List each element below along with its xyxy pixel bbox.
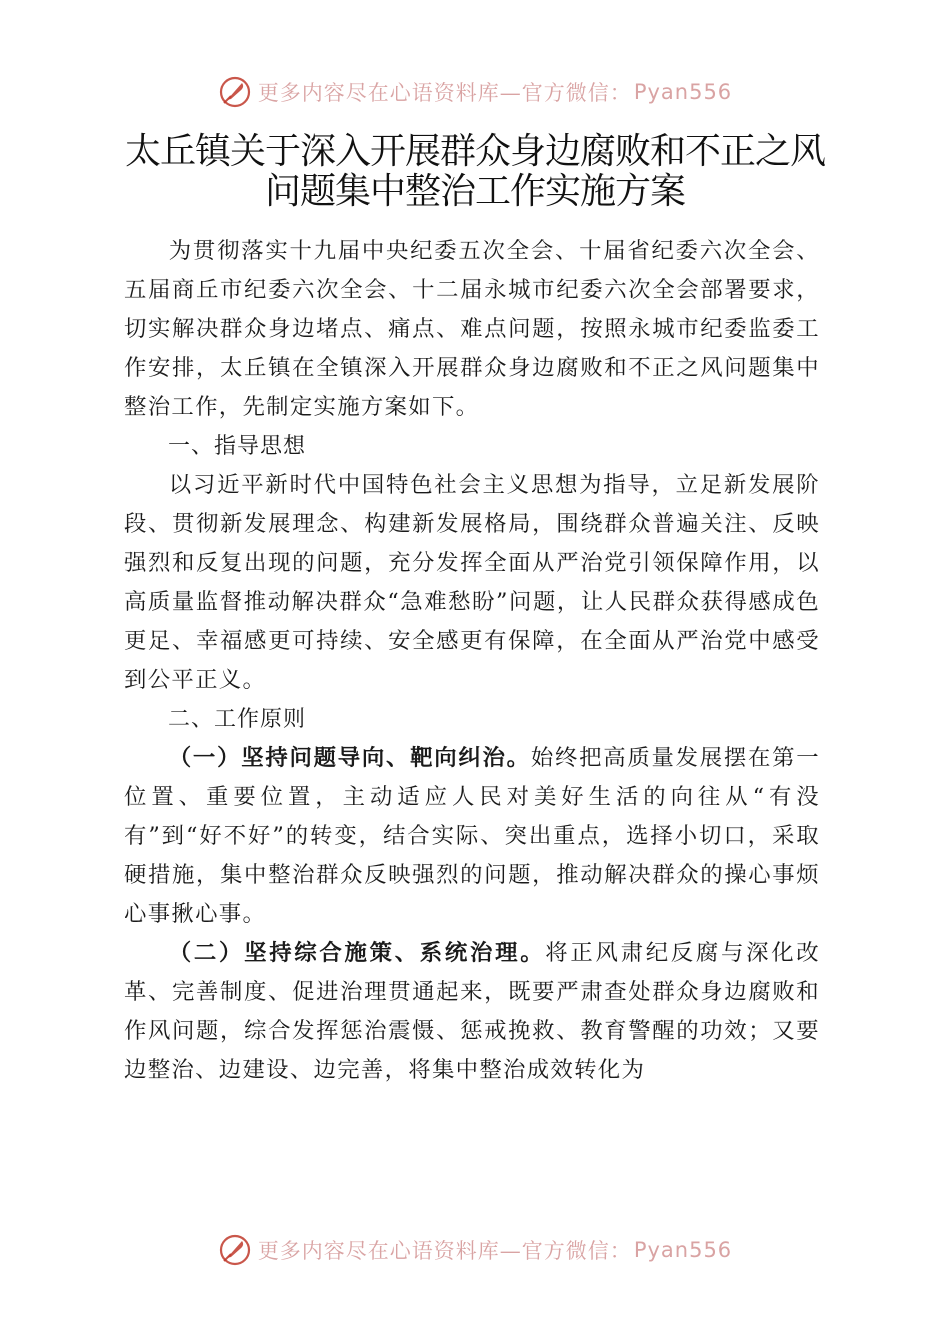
principle-paragraph-2 bbox=[124, 934, 820, 1090]
section-heading-guiding-ideology: 一、指导思想 bbox=[168, 434, 307, 459]
principle-body-2: 将正风肃纪反腐与深化改革、完善制度、促进治理贯通起来，既要严肃查处群众身边腐败和作风问题，综合发挥惩治震慑、惩戒挽救、教育警醒的功效；又要边整治、边建设、边完善，将集中整治成效转化为 bbox=[124, 940, 820, 1083]
feather-pen-logo-icon bbox=[218, 75, 252, 109]
guiding-ideology-paragraph: 以习近平新时代中国特色社会主义思想为指导，立足新发展阶段、贯彻新发展理念、构建新发展格局，围绕群众普遍关注、反映强烈和反复出现的问题，充分发挥全面从严治党引领保障作用，以高质量监督推动解决群众“急难愁盼”问题，让人民群众获得感成色更足、幸福感更可持续、安全感更有保障，在全面从严治党中感受到公平正义。 bbox=[124, 472, 820, 693]
watermark-header bbox=[0, 72, 950, 112]
principle-lead-2: （二）坚持综合施策、系统治理。 bbox=[168, 940, 546, 966]
watermark-footer bbox=[0, 1230, 950, 1270]
section-heading-work-principles: 二、工作原则 bbox=[168, 707, 307, 732]
document-body bbox=[124, 232, 820, 1090]
watermark-account: Pyan556 bbox=[633, 80, 733, 104]
watermark-account: Pyan556 bbox=[633, 1238, 733, 1262]
principle-paragraph-1 bbox=[124, 739, 820, 934]
intro-paragraph: 为贯彻落实十九届中央纪委五次全会、十届省纪委六次全会、五届商丘市纪委六次全会、十二届永城市纪委六次全会部署要求，切实解决群众身边堵点、痛点、难点问题，按照永城市纪委监委工作安排，太丘镇在全镇深入开展群众身边腐败和不正之风问题集中整治工作，先制定实施方案如下。 bbox=[124, 238, 820, 420]
watermark-text: 更多内容尽在心语资料库—官方微信： bbox=[257, 1239, 632, 1263]
principle-body-1: 始终把高质量发展摆在第一位置、重要位置，主动适应人民对美好生活的向往从“有没有”到“好不好”的转变，结合实际、突出重点，选择小切口，采取硬措施，集中整治群众反映强烈的问题，推动解决群众的操心事烦心事揪心事。 bbox=[124, 745, 821, 927]
document-title: 太丘镇关于深入开展群众身边腐败和不正之风问题集中整治工作实施方案 bbox=[124, 131, 825, 212]
watermark-text: 更多内容尽在心语资料库—官方微信： bbox=[257, 81, 632, 105]
feather-pen-logo-icon bbox=[218, 1233, 252, 1267]
principle-lead-1: （一）坚持问题导向、靶向纠治。 bbox=[168, 745, 531, 771]
